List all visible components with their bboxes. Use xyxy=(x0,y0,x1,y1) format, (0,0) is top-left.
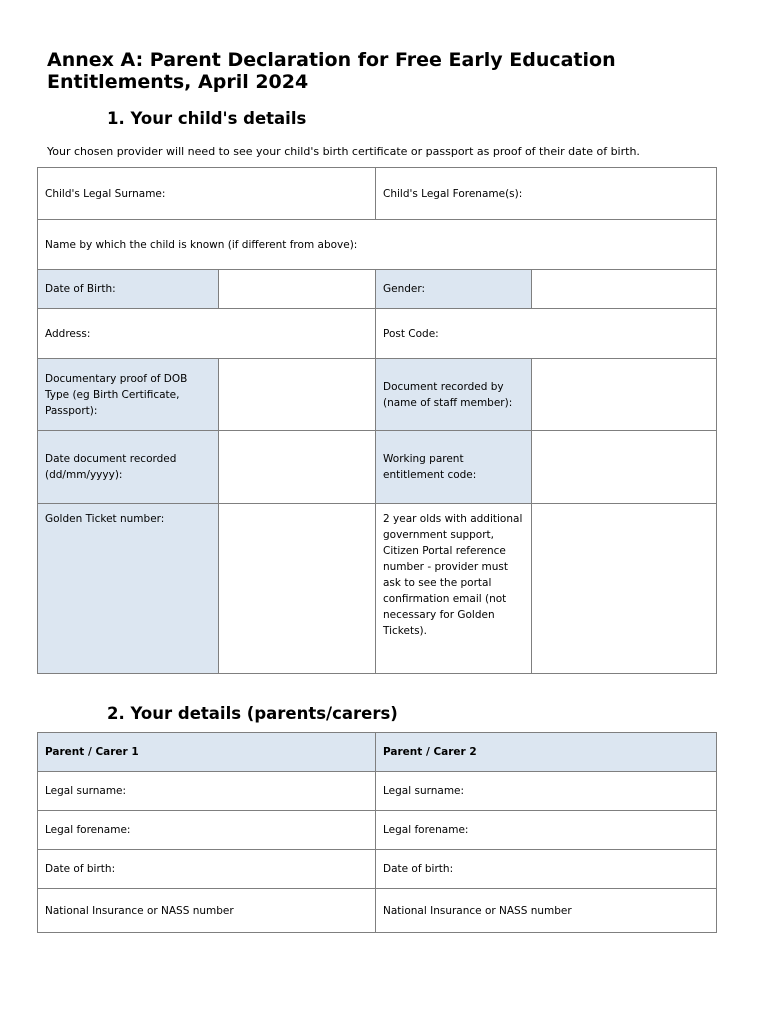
child-known-as-field[interactable]: Name by which the child is known (if different from above): xyxy=(38,220,717,270)
parent-2-surname-field[interactable]: Legal surname: xyxy=(376,772,717,811)
date-doc-recorded-label: Date document recorded (dd/mm/yyyy): xyxy=(38,431,219,504)
parent-1-surname-field[interactable]: Legal surname: xyxy=(38,772,376,811)
citizen-portal-input[interactable] xyxy=(532,504,717,674)
gender-label: Gender: xyxy=(376,270,532,309)
golden-ticket-input[interactable] xyxy=(219,504,376,674)
citizen-portal-label: 2 year olds with additional government support, Citizen Portal reference number - provider must ask to see the portal confirmation email (not necessary for Golden Tickets). xyxy=(376,504,532,674)
parent-1-ni-field[interactable]: National Insurance or NASS number xyxy=(38,889,376,933)
doc-recorded-by-label: Document recorded by (name of staff member): xyxy=(376,359,532,431)
parent-2-forename-field[interactable]: Legal forename: xyxy=(376,811,717,850)
golden-ticket-label: Golden Ticket number: xyxy=(38,504,219,674)
doc-proof-input[interactable] xyxy=(219,359,376,431)
child-forename-field[interactable]: Child's Legal Forename(s): xyxy=(376,168,717,220)
address-field[interactable]: Address: xyxy=(38,309,376,359)
parent-2-dob-field[interactable]: Date of birth: xyxy=(376,850,717,889)
doc-recorded-by-input[interactable] xyxy=(532,359,717,431)
working-code-label: Working parent entitlement code: xyxy=(376,431,532,504)
child-details-table xyxy=(37,167,717,674)
parent-details-table xyxy=(37,732,717,933)
doc-proof-label: Documentary proof of DOB Type (eg Birth Certificate, Passport): xyxy=(38,359,219,431)
postcode-field[interactable]: Post Code: xyxy=(376,309,717,359)
parent-1-dob-field[interactable]: Date of birth: xyxy=(38,850,376,889)
working-code-input[interactable] xyxy=(532,431,717,504)
dob-input[interactable] xyxy=(219,270,376,309)
dob-label: Date of Birth: xyxy=(38,270,219,309)
parent-2-ni-field[interactable]: National Insurance or NASS number xyxy=(376,889,717,933)
parent-carer-1-header: Parent / Carer 1 xyxy=(38,733,376,772)
section-1-intro: Your chosen provider will need to see your child's birth certificate or passport as proof of their date of birth. xyxy=(47,145,640,158)
parent-carer-2-header: Parent / Carer 2 xyxy=(376,733,717,772)
section-1-heading: 1. Your child's details xyxy=(107,109,307,128)
page-title: Annex A: Parent Declaration for Free Early Education Entitlements, April 2024 xyxy=(47,49,616,93)
gender-input[interactable] xyxy=(532,270,717,309)
child-surname-field[interactable]: Child's Legal Surname: xyxy=(38,168,376,220)
parent-1-forename-field[interactable]: Legal forename: xyxy=(38,811,376,850)
date-doc-recorded-input[interactable] xyxy=(219,431,376,504)
section-2-heading: 2. Your details (parents/carers) xyxy=(107,704,398,723)
